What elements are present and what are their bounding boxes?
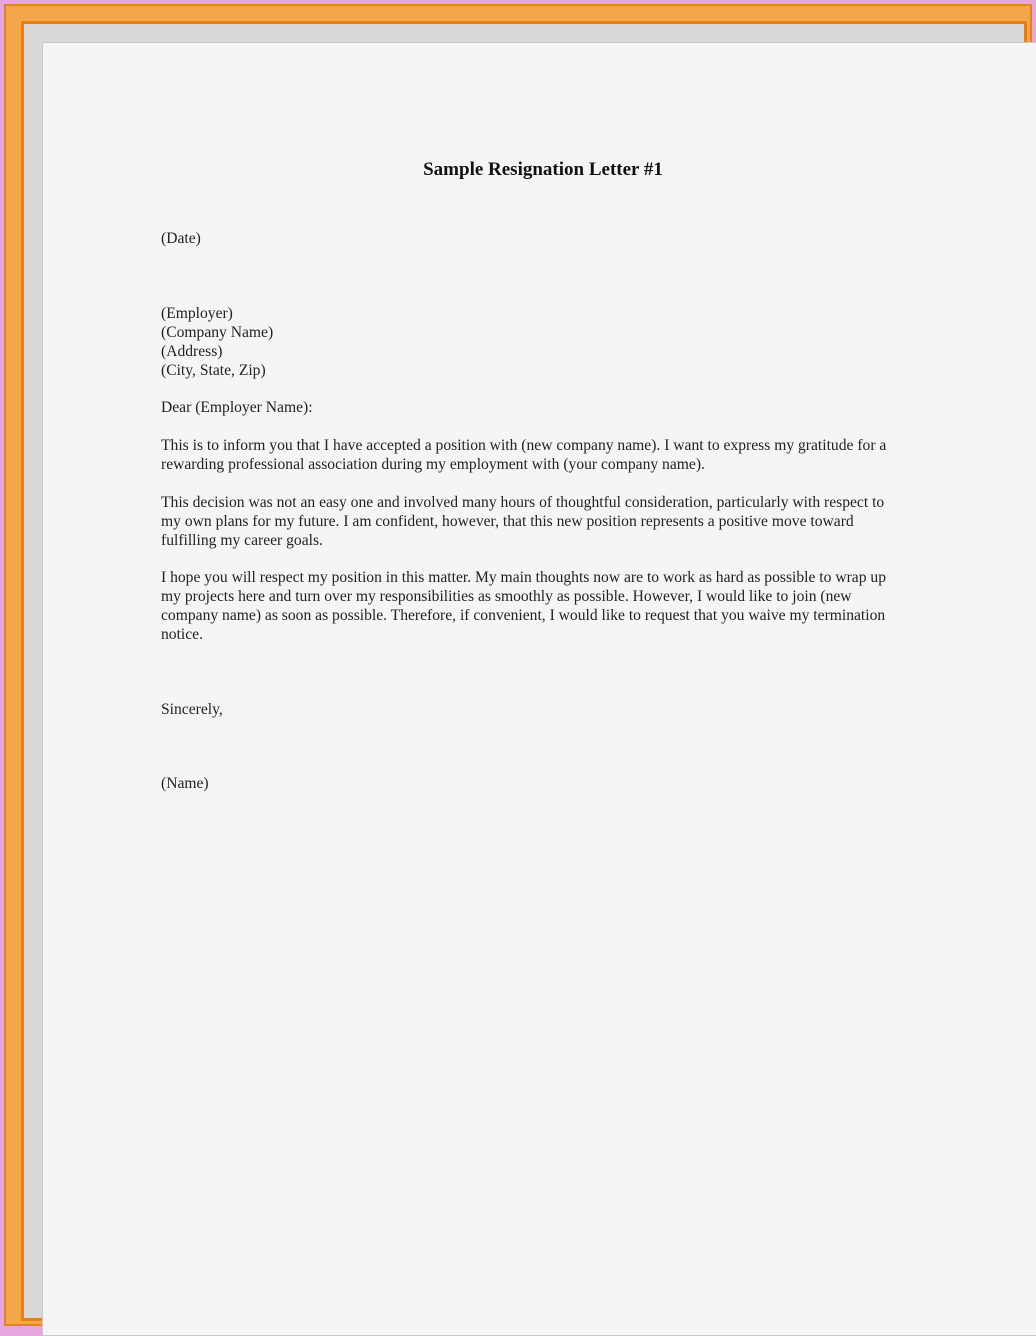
paragraph-2-line: my own plans for my future. I am confident, however, that this new position represents a positive move toward (161, 513, 854, 530)
paragraph-1 (161, 436, 941, 474)
paragraph-3 (161, 568, 941, 644)
address-line-city: (City, State, Zip) (161, 362, 266, 379)
paragraph-3-line: my projects here and turn over my responsibilities as smoothly as possible. However, I would like to join (new (161, 588, 852, 605)
letter-title: Sample Resignation Letter #1 (423, 159, 663, 180)
address-line-employer: (Employer) (161, 305, 233, 322)
paragraph-2-line: fulfilling my career goals. (161, 532, 323, 549)
letter-date: (Date) (161, 230, 201, 247)
signature-name: (Name) (161, 775, 209, 792)
paragraph-2 (161, 493, 941, 550)
salutation: Dear (Employer Name): (161, 399, 313, 416)
inner-frame (21, 21, 1027, 1321)
letter-page (42, 42, 1036, 1336)
closing: Sincerely, (161, 701, 223, 718)
paragraph-2-line: This decision was not an easy one and involved many hours of thoughtful consideration, particularly with respect to (161, 494, 885, 511)
paragraph-3-line: I hope you will respect my position in this matter. My main thoughts now are to work as hard as possible to wrap up (161, 569, 887, 586)
outer-frame (4, 4, 1032, 1326)
address-line-company: (Company Name) (161, 324, 274, 341)
address-line-street: (Address) (161, 343, 223, 360)
paragraph-1-line: This is to inform you that I have accepted a position with (new company name). I want to express my gratitude for a (161, 437, 887, 454)
recipient-address (161, 304, 941, 380)
paragraph-3-line: notice. (161, 626, 203, 643)
paragraph-3-line: company name) as soon as possible. Therefore, if convenient, I would like to request that you waive my termination (161, 607, 886, 624)
paragraph-1-line: rewarding professional association during my employment with (your company name). (161, 456, 705, 473)
